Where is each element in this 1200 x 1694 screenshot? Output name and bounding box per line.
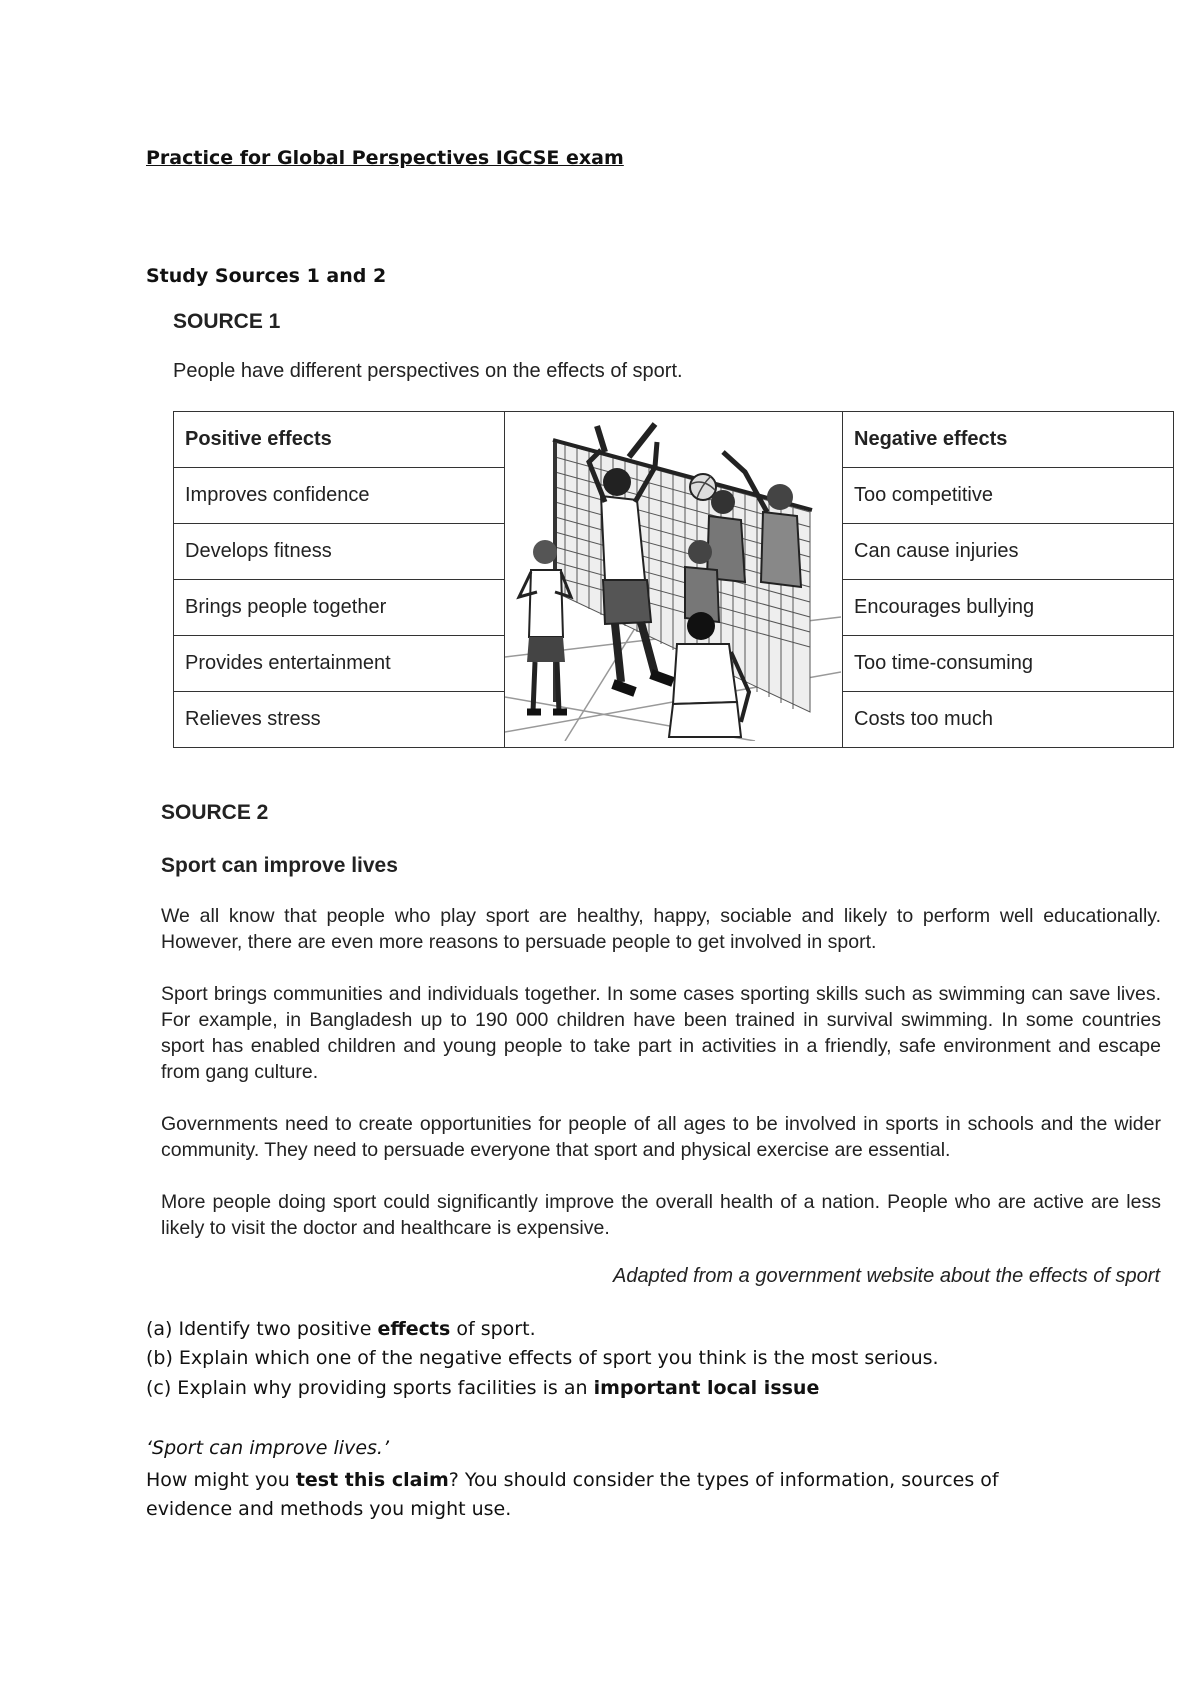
negative-effect-item: Too time-consuming [843,636,1174,692]
positive-effect-item: Develops fitness [174,524,505,580]
source1-heading: SOURCE 1 [173,310,281,333]
instruction: Study Sources 1 and 2 [146,265,387,287]
claim-quote: ‘Sport can improve lives.’ [146,1437,389,1459]
source2-heading: SOURCE 2 [161,801,269,824]
source1-intro: People have different perspectives on the effects of sport. [173,360,683,382]
positive-effect-item: Relieves stress [174,692,505,748]
question-c-text: (c) Explain why providing sports facilities is an [146,1377,594,1399]
task-emphasis: test this claim [295,1469,449,1491]
question-c-emphasis: important local issue [593,1377,820,1399]
question-a-text: (a) Identify two positive [146,1318,378,1340]
task-text: How might you [146,1469,296,1491]
question-c [146,1377,819,1399]
source2-subheading: Sport can improve lives [161,854,398,877]
task-prompt [146,1466,1066,1524]
negative-effect-item: Encourages bullying [843,580,1174,636]
negative-effects-header: Negative effects [843,412,1174,468]
positive-effect-item: Brings people together [174,580,505,636]
question-a-emphasis: effects [377,1318,451,1340]
volleyball-illustration [505,412,843,748]
negative-effect-item: Can cause injuries [843,524,1174,580]
negative-effect-item: Too competitive [843,468,1174,524]
effects-table [173,411,1174,748]
question-a-tail: of sport. [450,1318,536,1340]
article-paragraph: Governments need to create opportunities for people of all ages to be involved in sports in schools and the wider community. They need to persuade everyone that sport and physical exercise are essential. [161,1113,1161,1161]
article-paragraph: More people doing sport could significantly improve the overall health of a nation. People who are active are less likely to visit the doctor and healthcare is expensive. [161,1191,1161,1239]
volleyball-players-image [505,412,841,741]
task-tail: ? You should consider the types of information, sources of evidence and methods you might use. [146,1469,999,1520]
question-b: (b) Explain which one of the negative effects of sport you think is the most serious. [146,1347,939,1369]
positive-effects-header: Positive effects [174,412,505,468]
article-paragraph: Sport brings communities and individuals together. In some cases sporting skills such as swimming can save lives. For example, in Bangladesh up to 190 000 children have been trained in survival swimming. In some countries sport has enabled children and young people to take part in activities in a friendly, safe environment and escape from gang culture. [161,983,1161,1083]
negative-effect-item: Costs too much [843,692,1174,748]
article-paragraph: We all know that people who play sport are healthy, happy, sociable and likely to perform well educationally. However, there are even more reasons to persuade people to get involved in sport. [161,905,1161,953]
question-a [146,1318,536,1340]
source-credit: Adapted from a government website about the effects of sport [613,1265,1160,1287]
positive-effect-item: Improves confidence [174,468,505,524]
positive-effect-item: Provides entertainment [174,636,505,692]
page-title: Practice for Global Perspectives IGCSE exam [146,147,624,169]
